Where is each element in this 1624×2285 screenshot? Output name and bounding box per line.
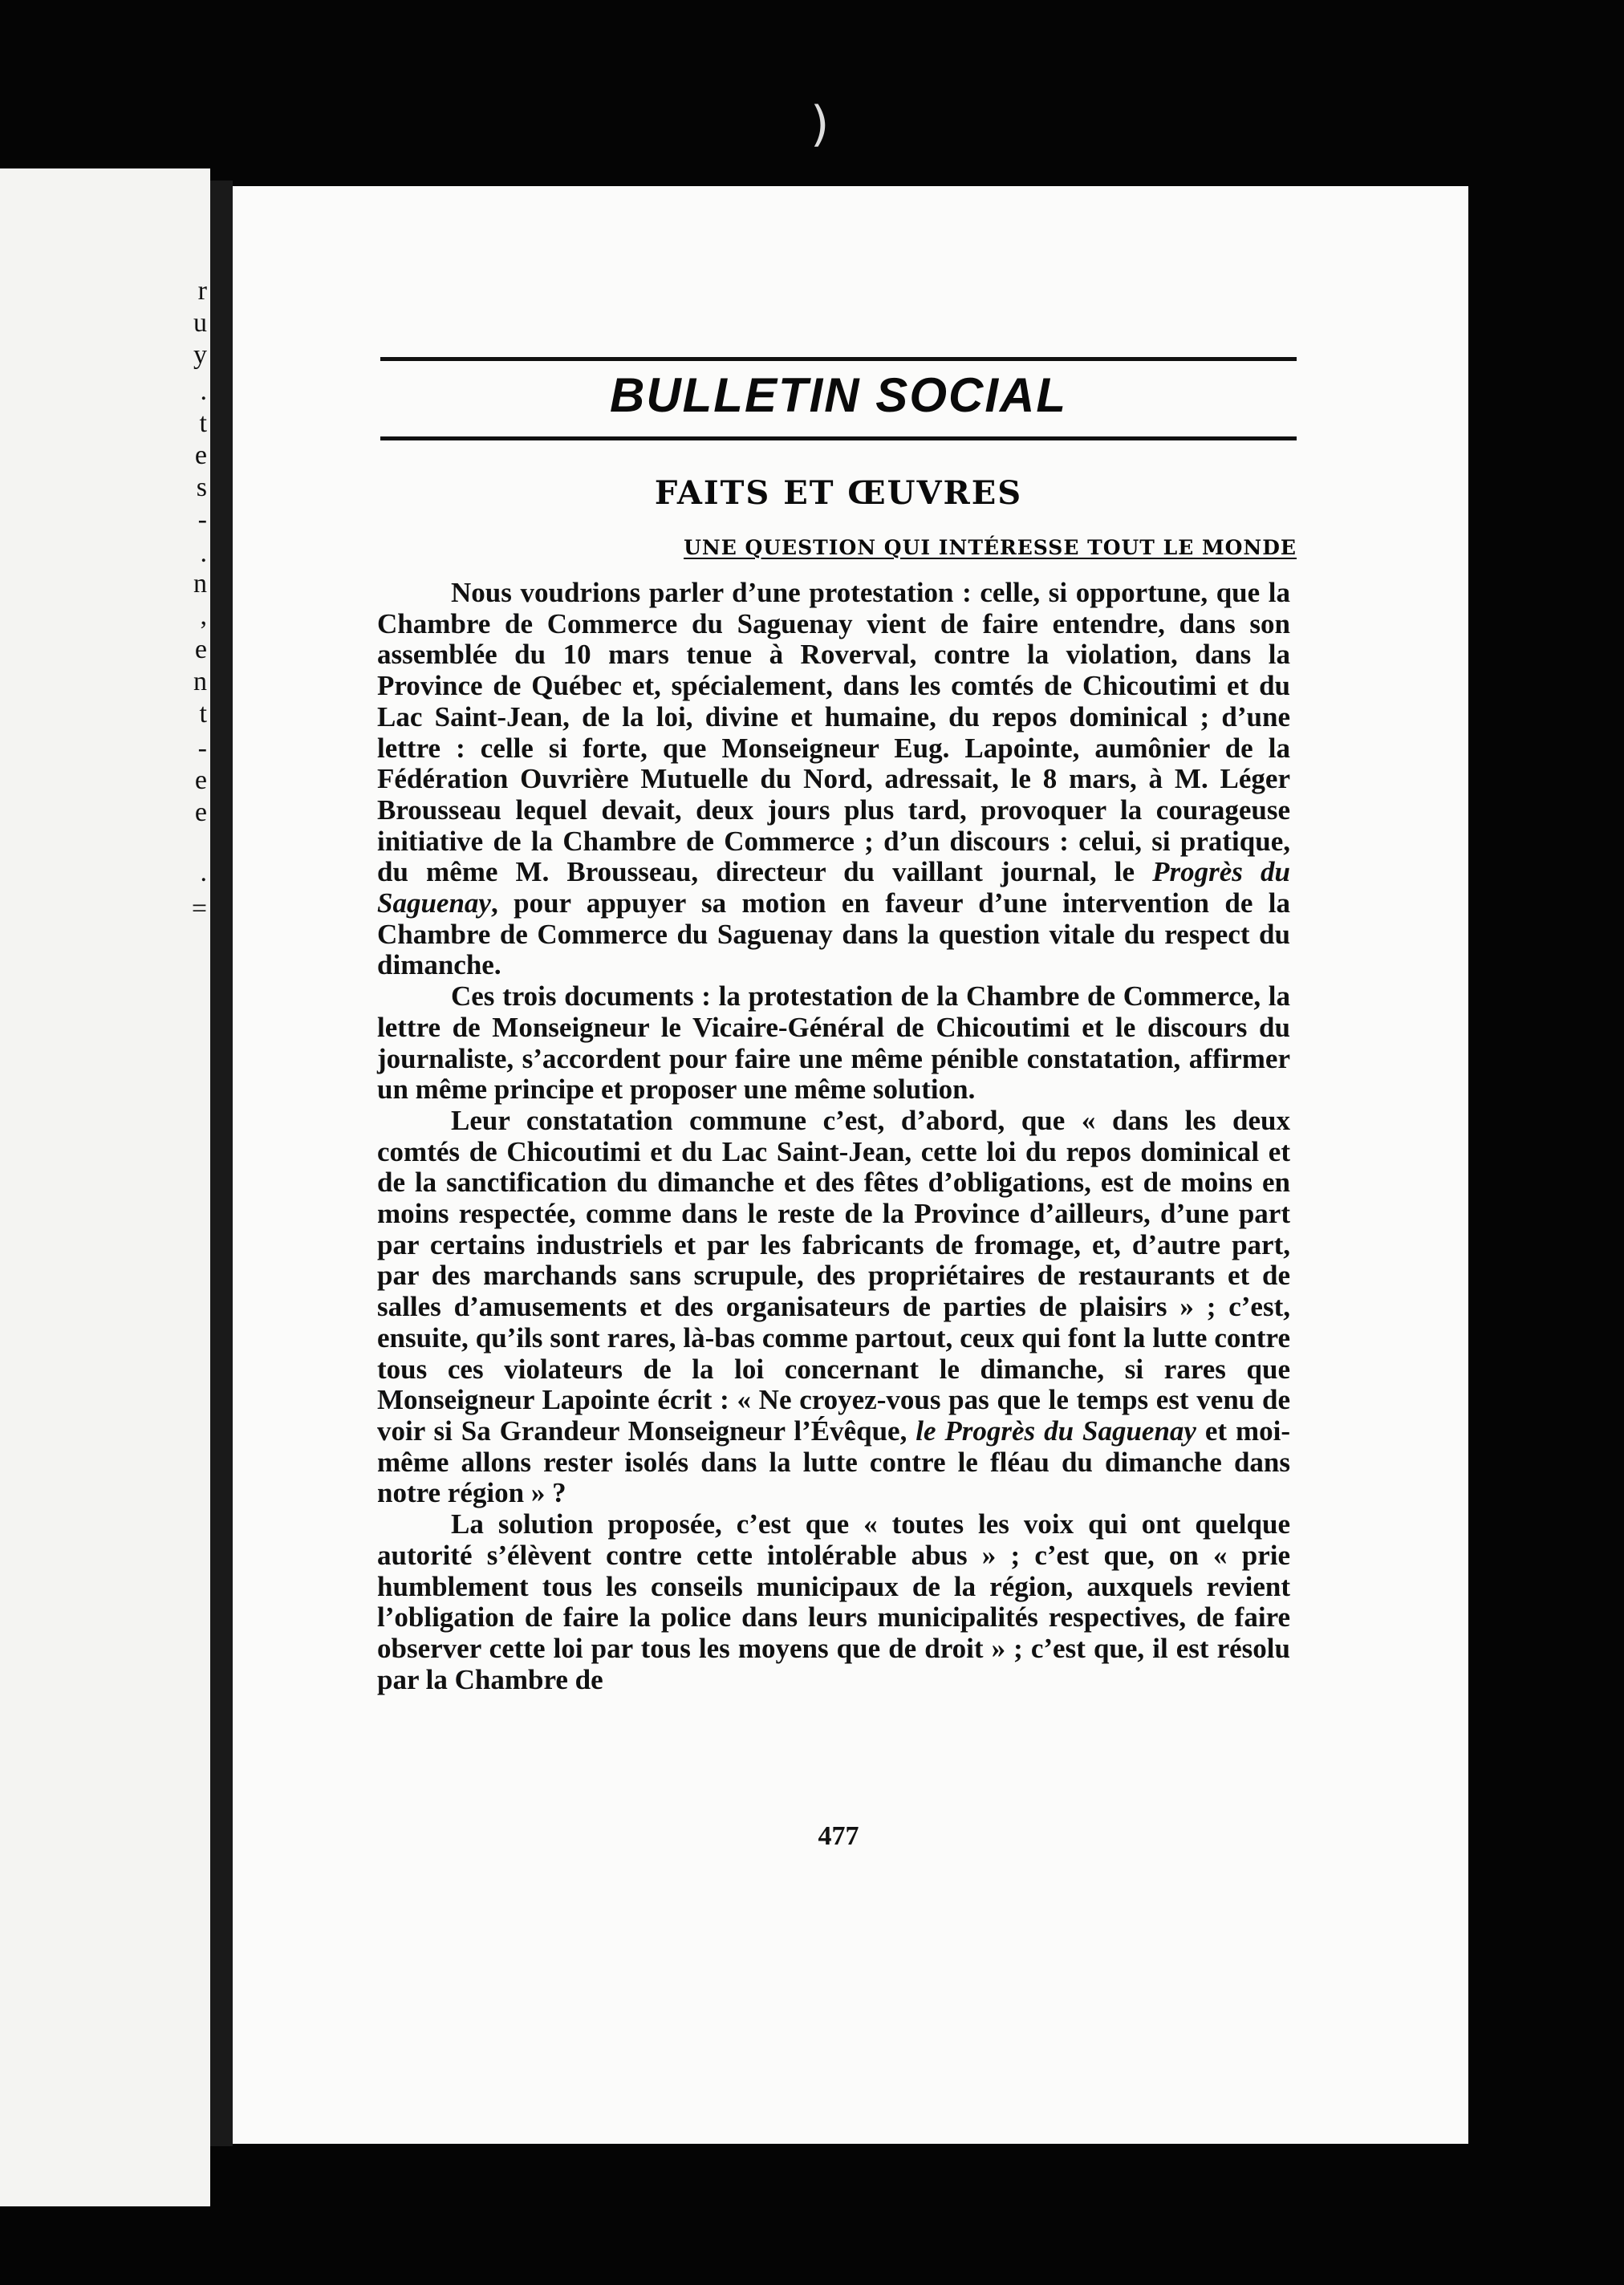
paragraph [377,1106,1290,1509]
paragraph-text: Leur constatation commune c’est, d’abord, que « dans les deux comtés de Chicoutimi et du Lac Saint-Jean, cette loi du repos dominical et de la sanctification du dimanche et des fêtes d’obligations, est de moins en moins respectée, comme dans le reste de la Province d’ailleurs, d’une part par certains industriels et par les fabricants de fromage, et, d’autre part, par des marchands sans scrupule, des propriétaires de restaurants et de salles d’amusements et des organisateurs de parties de plaisirs » ; c’est, ensuite, qu’ils sont rares, là-bas comme partout, ceux qui font la lutte contre tous ces violateurs de la loi concernant le dimanche, si rares que Monseigneur Lapointe écrit : « Ne croyez-vous pas que le temps est venu de voir si Sa Grandeur Monseigneur l’Évêque, [377,1104,1290,1447]
paragraph [377,578,1290,981]
section-title: FAITS ET ŒUVRES [654,474,1023,512]
paragraph [377,981,1290,1106]
edge-character: s [196,473,207,502]
edge-character: u [193,308,207,338]
paragraph-text: , pour appuyer sa motion en faveur d’une intervention de la Chambre de Commerce du Saguenay dans la question vitale du respect du dimanche. [377,887,1290,981]
edge-character: = [191,894,207,923]
edge-character: . [200,538,207,568]
edge-character: e [194,798,207,827]
article-body [377,578,1290,1695]
edge-character: n [193,667,207,696]
paragraph-text: La solution proposée, c’est que « toutes les voix qui ont quelque autorité s’élèvent contre cette intolérable abus » ; c’est que, on « prie humblement tous les conseils municipaux de la région, auxquels revient l’obligation de faire la police dans leurs municipalités respectives, de faire observer cette loi par tous les moyens que de droit » ; c’est que, il est résolu par la Chambre de [377,1508,1290,1695]
edge-character: - [197,505,207,534]
edge-character: e [194,765,207,795]
paragraph-text: et moi-même allons rester isolés dans la lutte contre le fléau du dimanche dans notre région » ? [377,1414,1291,1509]
edge-character: n [193,569,207,599]
paragraph-text: Ces trois documents : la protestation de la Chambre de Commerce, la lettre de Monseigneur le Vicaire-Général de Chicoutimi et le discours du journaliste, s’accordent pour faire une même pénible constatation, affirmer un même principe et proposer une même solution. [377,980,1290,1106]
italic-title: Progrès du Saguenay [377,856,1290,919]
edge-character: e [194,440,207,470]
article-sub-heading: UNE QUESTION QUI INTÉRESSE TOUT LE MONDE [684,536,1297,559]
edge-character: , [200,601,207,631]
edge-character: . [200,858,207,887]
left-page-edge [0,168,210,2206]
header-rule-bottom [380,436,1297,440]
edge-character: t [199,699,207,729]
paragraph [377,1509,1290,1695]
edge-character: e [194,635,207,664]
film-mark: ) [810,96,830,152]
page-number: 477 [818,1821,859,1851]
left-page-edge-text [0,168,210,2206]
header-rule-top [380,357,1297,361]
edge-character: y [193,340,207,370]
book-spine [210,181,233,2146]
edge-character: . [200,376,207,406]
edge-character: r [197,276,207,306]
edge-character: - [197,733,207,763]
paragraph-text: Nous voudrions parler d’une protestation : celle, si opportune, que la Chambre de Commerce du Saguenay vient de faire entendre, dans son assemblée du 10 mars tenue à Roverval, contre la violation, dans la Province de Québec et, spécialement, dans les comtés de Chicoutimi et du Lac Saint-Jean, de la loi, divine et humaine, du repos dominical ; d’une lettre : celle si forte, que Monseigneur Eug. Lapointe, aumônier de la Fédération Ouvrière Mutuelle du Nord, adressait, le 8 mars, à M. Léger Brousseau lequel devait, deux jours plus tard, provoquer la courageuse initiative de la Chambre de Commerce ; d’un discours : celui, si pratique, du même M. Brousseau, directeur du vaillant journal, le [377,577,1290,888]
italic-title: le Progrès du Saguenay [916,1414,1196,1447]
edge-character: t [199,408,207,438]
page-header-title: BULLETIN SOCIAL [610,368,1067,422]
